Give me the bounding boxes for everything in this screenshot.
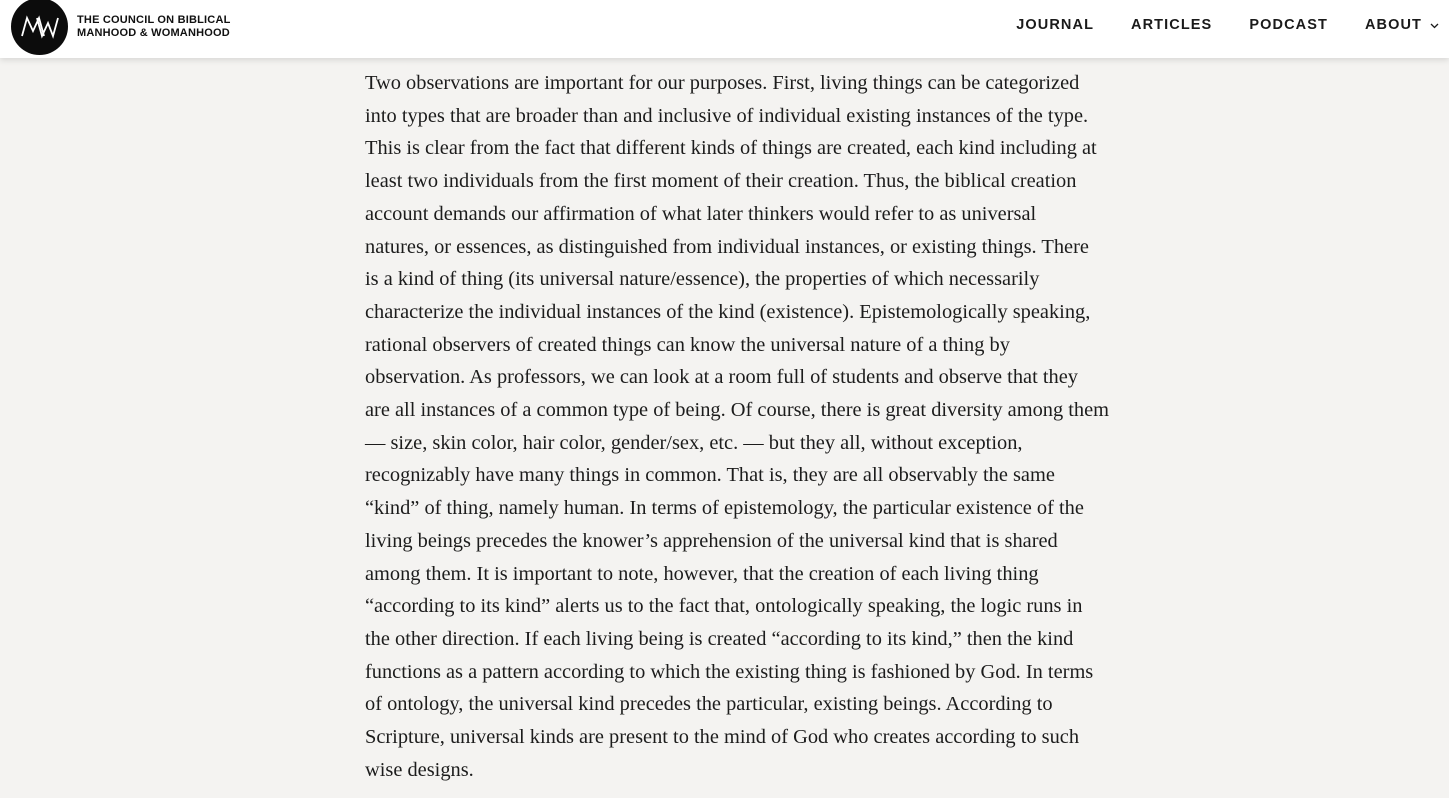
paragraph-line: into types that are broader than and inclusive of individual existing instances of the type. [365,104,1089,127]
logo-line-2: MANHOOD & WOMANHOOD [77,26,230,39]
main-nav [1016,0,1439,50]
nav-articles[interactable]: ARTICLES [1131,17,1213,33]
logo-wordmark [77,14,231,40]
paragraph-line: are all instances of a common type of being. Of course, there is great diversity among them [365,399,1110,422]
paragraph-line: natures, or essences, as distinguished from individual instances, or existing things. There [365,235,1089,258]
nav-about[interactable] [1365,17,1439,33]
chevron-down-icon [1430,17,1439,33]
paragraph-line: This is clear from the fact that different kinds of things are created, each kind including at [365,137,1097,160]
paragraph-line: wise designs. [365,758,474,781]
nav-podcast[interactable]: PODCAST [1249,17,1328,33]
paragraph-line: is a kind of thing (its universal nature/essence), the properties of which necessarily [365,268,1040,291]
paragraph-line: of ontology, the universal kind precedes the particular, existing beings. According to [365,693,1053,716]
site-logo-link[interactable] [11,0,231,56]
paragraph-line: least two individuals from the first moment of their creation. Thus, the biblical creation [365,170,1077,193]
site-header [0,0,1449,58]
paragraph-line: “according to its kind” alerts us to the fact that, ontologically speaking, the logic runs in [365,595,1083,618]
paragraph-line: recognizably have many things in common. That is, they are all observably the same [365,464,1055,487]
article-paragraph [365,67,1175,786]
paragraph-line: rational observers of created things can know the universal nature of a thing by [365,333,1010,356]
nav-journal[interactable]: JOURNAL [1016,17,1095,33]
paragraph-line: observation. As professors, we can look at a room full of students and observe that they [365,366,1078,389]
paragraph-line: living beings precedes the knower’s apprehension of the universal kind that is shared [365,529,1058,552]
paragraph-line: account demands our affirmation of what later thinkers would refer to as universal [365,202,1037,225]
paragraph-line: the other direction. If each living being is created “according to its kind,” then the kind [365,627,1074,650]
mw-monogram-icon [20,14,60,40]
logo-mark [11,0,68,55]
paragraph-line: Two observations are important for our purposes. First, living things can be categorized [365,72,1080,94]
paragraph-line: functions as a pattern according to which the existing thing is fashioned by God. In terms [365,660,1094,683]
logo-line-1: THE COUNCIL ON BIBLICAL [77,13,231,26]
paragraph-line: Scripture, universal kinds are present to the mind of God who creates according to such [365,726,1080,749]
paragraph-line: “kind” of thing, namely human. In terms of epistemology, the particular existence of the [365,497,1084,520]
paragraph-line: characterize the individual instances of the kind (existence). Epistemologically speaking, [365,300,1091,323]
paragraph-line: among them. It is important to note, however, that the creation of each living thing [365,562,1039,585]
nav-about-label: ABOUT [1364,17,1422,33]
paragraph-line: — size, skin color, hair color, gender/sex, etc. — but they all, without exception, [365,431,1023,454]
article-body [365,67,1175,786]
